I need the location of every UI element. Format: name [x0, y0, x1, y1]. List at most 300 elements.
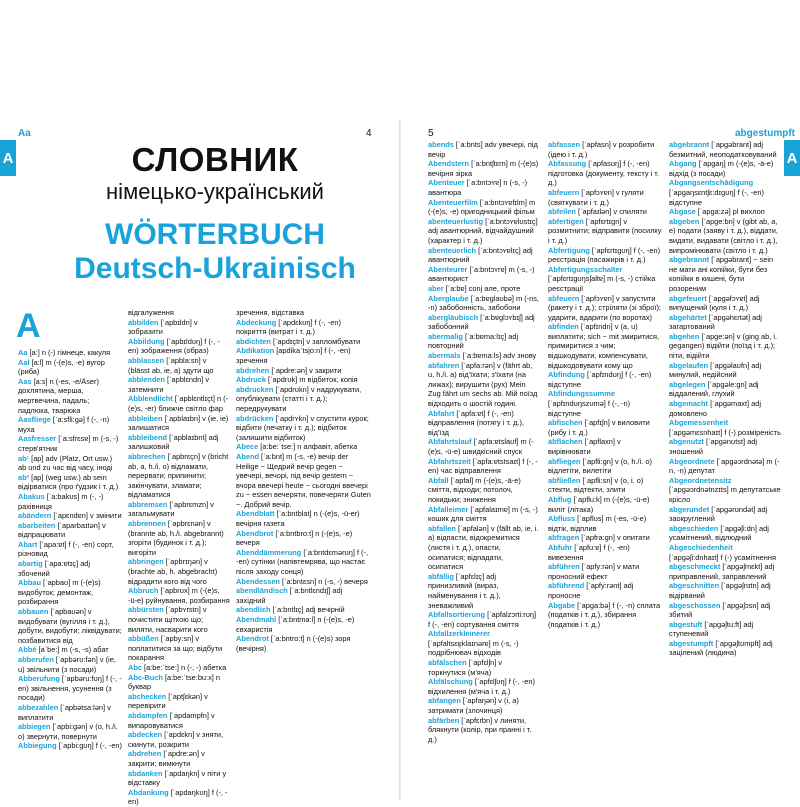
entry-headword: abermals [428, 351, 461, 361]
dictionary-entry [236, 548, 372, 577]
dictionary-entry [236, 577, 372, 587]
entry-definition: [ˈapga:bə] f (-, -n) сплата (податків і т. д.), збирання (податків і т. д.) [548, 600, 661, 629]
entry-headword: Abendrot [236, 634, 269, 644]
entry-definition: [ˈa:bnt] m (-s, -e) вечір der Heilige ~ Щедрий вечір gegen ~ увечері, вечорі, під вечір gestern ~ вчора ввечері heute ~ сьогодні ввечері zu ~ essen вечеряти, повечеряти Guten ~. Добрий вечір. [236, 451, 371, 509]
dictionary-entry [18, 377, 122, 415]
dictionary-entry [548, 265, 662, 294]
entry-headword: abfälschen [428, 658, 467, 668]
dictionary-entry [128, 692, 230, 711]
entry-headword: abdampfen [128, 710, 168, 720]
entry-headword: Abart [18, 539, 38, 549]
entry-definition: [ˈapgəmaxt] adj домовлено [669, 399, 762, 418]
entry-definition: [ˈapblaɪbnt] adj залишковий [128, 432, 219, 452]
dictionary-entry [428, 178, 540, 197]
entry-headword: ab¹ [18, 453, 30, 463]
entry-column-2 [128, 308, 230, 807]
entry-headword: abbilden [128, 317, 159, 327]
entry-definition: [ˈapbərʊ:fən] v (ie, u) звільнити (з посади) [18, 655, 116, 674]
entry-definition: [ˈapgaŋsɛntʃɛ:dɪgʊŋ] f (-, -en) відступне [669, 187, 764, 207]
dictionary-entry [128, 605, 230, 634]
entry-definition: [ˈapfɪndʊŋszʊmə] f (-, -n) відступне [548, 399, 631, 418]
dictionary-entry [128, 337, 230, 356]
entry-definition: [ap] adv (Platz, Ort usw.) ab und zu час від часу, іноді [18, 453, 113, 473]
thumb-index-letter: A [2, 149, 14, 167]
dictionary-entry [669, 562, 783, 581]
dictionary-entry [669, 457, 783, 476]
entry-definition: [a:l] m (-(e)s, -e) вугор (риба) [18, 357, 105, 377]
entry-headword: Abflug [548, 494, 572, 504]
dictionary-entry [669, 581, 783, 600]
entry-definition: [ˈapbla:sn] v (blässt ab, ie, a) здути що [128, 355, 214, 375]
entry-headword: abbüßen [128, 634, 159, 644]
dictionary-entry [669, 207, 783, 217]
entry-headword: Aas [18, 376, 32, 386]
entry-definition: [ˈapfɛlʃn] v торкнутися (м'яча) [428, 658, 503, 677]
entry-headword: abenteuerlich [428, 245, 477, 255]
entry-definition: [ˈa:bɐma:lɪç] adj повторний [428, 331, 519, 351]
entry-definition: [ˈapgəʃtʊmpft] adj зацілений (людина) [669, 638, 773, 658]
entry-definition: [ˈa:bntro:t] n (-(e)s) зоря (вечірня) [236, 634, 351, 653]
dictionary-entry [428, 505, 540, 524]
book-gutter [399, 120, 401, 800]
entry-definition: [ˈapflaxn] v вирівнювати [548, 437, 621, 456]
entry-headword: Abfassung [548, 159, 587, 169]
entry-headword: abfärben [428, 715, 460, 725]
entry-headword: abdanken [128, 768, 163, 778]
dictionary-entry [18, 655, 122, 674]
running-head-left-word: Aa [18, 128, 31, 139]
entry-definition: [apdikaˈtsi̯o:n] f (-, -en) зречення [236, 346, 351, 365]
entry-definition: [ˈapfɔʏɐn] v запустити (ракету і т. д.); стріляти (зі зброї); ударити, вдарити (по воротах) [548, 293, 661, 322]
dictionary-entry [428, 265, 540, 284]
entry-definition: [ˈa:sfli:gə] f (-, -n) муха [18, 415, 110, 434]
entry-headword: Abbildung [128, 336, 165, 346]
entry-definition: [ˈapfu:ɐ] f (-, -en) вивезення [548, 542, 630, 562]
dictionary-entry [669, 255, 783, 293]
entry-definition: [ˈa:bntɔʏɐlʊstɪç] adj авантюрний, відчайдушний (характер і т. д.) [428, 216, 538, 245]
entry-headword: abfinden [548, 322, 579, 332]
entry-headword: abgestuft [669, 619, 703, 629]
entry-definition: [ˈapbəru:fʊŋ] f (-, -en) звільнення, усунення (з посади) [18, 674, 122, 703]
entry-headword: abfragen [548, 533, 580, 543]
entry-headword: abgehen [669, 331, 700, 341]
entry-headword: abendlich [236, 605, 271, 615]
entry-definition: [ˈapfɛrtɪgʊŋsʃaltɐ] m (-s, -) стійка реєстрації [548, 274, 656, 293]
dictionary-entry [548, 322, 662, 370]
entry-headword: abgestumpft [669, 638, 714, 648]
entry-definition: [ˈapbrɛnən] v (brannte ab, h./i. abgebrannt) згоріти (будинок і т. д.); вигоріти [128, 519, 224, 557]
entry-headword: abdrehen [236, 365, 270, 375]
entry-definition: [ˈapfalaɪmɐ] m (-s, -) кошик для сміття [428, 504, 538, 524]
dictionary-entry [18, 741, 122, 751]
dictionary-entry [18, 722, 122, 741]
entry-headword: abblenden [128, 375, 165, 385]
dictionary-entry [548, 562, 662, 581]
entry-definition: [ˈapfɪʃn] v виловити (рибу і т. д.) [548, 418, 650, 437]
dictionary-entry [428, 437, 540, 456]
entry-headword: ab² [18, 472, 30, 482]
entry-definition: [a:be:ˈtse:] n алфавіт, абетка [258, 442, 358, 452]
dictionary-entry [669, 601, 783, 620]
entry-definition: [ˈa:bntdɛmərʊŋ] f (-, -en) сутінки (напівтемрява, що настає після заходу сонця) [236, 547, 369, 577]
dictionary-entry [669, 178, 783, 207]
entry-headword: Aberglaube [428, 293, 469, 303]
entry-headword: abblassen [128, 355, 165, 365]
entry-headword: abflachen [548, 437, 583, 447]
entry-headword: abfließen [548, 475, 581, 485]
entry-headword: abfeuern [548, 293, 580, 303]
entry-definition: [ˈapgəlaʊfn] adj минулий, недійсний [669, 360, 762, 380]
entry-definition: [ˈapa:ɐtɪç] adj збочений [18, 559, 91, 578]
entry-definition: [ˈapbaʊ] m (-(e)s) видобуток; демонтаж, розбирання [18, 578, 101, 607]
dictionary-entry [428, 294, 540, 313]
entry-definition: [ˈa:bntbro:t] n (-(e)s, -e) вечеря [236, 528, 353, 548]
entry-headword: abgelegen [669, 379, 706, 389]
dictionary-entry [18, 348, 122, 358]
entry-definition: [ˈapbətsa:lən] v виплатити [18, 702, 111, 722]
page-number-right: 5 [428, 128, 434, 139]
dictionary-entry [18, 578, 122, 607]
entry-definition: [ˈapa:ɐt] f (-, -en) сорт, різновид [18, 539, 114, 559]
entry-definition: [ˈa:bɐ] conj але, проте [443, 283, 521, 293]
dictionary-entry [428, 159, 540, 178]
entry-definition: [ˈapfli:gn] v (o, h./i. o) відлетіти, вилетіти [548, 456, 652, 476]
dictionary-entry [669, 361, 783, 380]
entry-headword: abdrücken [236, 413, 274, 423]
entry-definition: [ˈa:bntɛsn] n (-s, -) вечеря [279, 576, 368, 586]
dictionary-entry [669, 159, 783, 178]
entry-definition: [ˈapfɪndʊŋ] f (-, -en) відступне [548, 370, 652, 389]
entry-definition: [ˈapgəbrant] ~ sein не мати ані копійки, бути без копійки в кишені, бути розореним [669, 255, 774, 293]
dictionary-entry [669, 332, 783, 361]
dictionary-entry [428, 361, 540, 409]
entry-definition: [ˈapbʏrstn] v почистити щіткою що; виляти, насварити кого [128, 605, 208, 634]
entry-definition: [ˈapfy:rənt] adj проносне [548, 581, 634, 600]
entry-headword: Abendblatt [236, 509, 275, 519]
running-head-right-word: abgestumpft [735, 128, 795, 139]
dictionary-entry [428, 246, 540, 265]
dictionary-entry [669, 505, 783, 524]
dictionary-entry [18, 358, 122, 377]
entry-definition: [ˈapgənʊtst] adj зношений [669, 437, 757, 456]
entry-headword: abführen [548, 562, 580, 572]
dictionary-entry [548, 370, 662, 389]
entry-definition: [ˈapbɪldʊŋ] f (-, -en) зображення (образ) [128, 336, 220, 356]
dictionary-entry [236, 442, 372, 452]
dictionary-entry [128, 500, 230, 519]
entry-definition: [ap] (weg usw.) ab sein відірватися (про ґудзик і т. д.) [18, 472, 119, 492]
entry-headword: Abc [128, 662, 142, 672]
entry-definition: [ˈapdampfn] v випаровуватися [128, 710, 215, 730]
entry-definition: [ˈapflʊs] m (-es, -ü-e) відтік, відплив [548, 514, 647, 533]
dictionary-entry [669, 313, 783, 332]
entry-definition: [a:be:ˈtse:] n (-, -) абетка [141, 662, 227, 672]
dictionary-entry [548, 246, 662, 265]
dictionary-entry [548, 140, 662, 159]
dictionary-entry [18, 674, 122, 703]
dictionary-entry [128, 673, 230, 692]
dictionary-entry [236, 452, 372, 510]
dictionary-entry [669, 476, 783, 505]
entry-definition: [ˈapdɛkn] v зняти, скинути, розкрити [128, 730, 224, 749]
entry-headword: Abfahrtslauf [428, 437, 472, 447]
dictionary-entry [128, 433, 230, 452]
entry-definition: [ˈapfalən] v (fällt ab, ie, i. a) відпасти, відокремитися (листя і т. д.), опасти, осипатися; відпадати, осипатися [428, 523, 539, 572]
dictionary-entry [548, 217, 662, 246]
dictionary-entry [18, 540, 122, 559]
section-letter: A [16, 307, 41, 345]
dictionary-entry [428, 457, 540, 476]
entry-headword: abfertigen [548, 216, 584, 226]
entry-column-4 [428, 140, 540, 780]
entry-headword: abermalig [428, 331, 463, 341]
dictionary-entry [18, 473, 122, 492]
entry-definition: [ˈa:bntɔʏrɐ] m (-s, -) авантюрист [428, 264, 535, 284]
dictionary-entry [548, 543, 662, 562]
title-line-german: WÖRTERBUCH [105, 218, 325, 251]
dictionary-entry [18, 415, 122, 434]
entry-headword: Aa [18, 348, 28, 357]
entry-definition: [ˈa:bntlɪç] adj вечірній [270, 605, 345, 615]
dictionary-entry [428, 610, 540, 629]
entry-definition: [ˈa:bntlɛndɪʃ] adj західний [236, 586, 343, 605]
entry-definition: [ˈapɛndɐn] v змінити [51, 511, 122, 521]
entry-definition: [ˈa:sfrɛsɐ] m (-s, -) стерв'ятник [18, 434, 119, 453]
entry-definition: [ˈapfaɪlən] v спиляти [575, 207, 647, 217]
dictionary-entry [548, 601, 662, 630]
entry-headword: Aal [18, 357, 30, 367]
entry-definition: [ˈapfa:ɐtstsaɪt] f (-, -en) час відправлення [428, 456, 538, 476]
entry-headword: Abgase [669, 207, 696, 217]
entry-headword: abbrechen [128, 451, 166, 461]
entry-definition: [ˈapfɛlʃʊŋ] f (-, -en) відхилення (м'яча і т. д.) [428, 677, 535, 696]
entry-headword: Abdeckung [236, 317, 277, 327]
entry-headword: abgehärtet [669, 312, 707, 322]
entry-definition: [ˈapgəle:gn] adj віддалений, глухий [669, 379, 759, 399]
dictionary-entry [428, 409, 540, 438]
entry-definition: [ˈapbaʊən] v видобувати (вугілля і т. д.), добути, видобути; ліквідувати; позбавитися від [18, 607, 122, 645]
entry-definition: [ˈapfɛrbn] v линяти, блякнути (колір, при пранні і т. д.) [428, 715, 532, 744]
entry-definition: [ˈapdɛkʊŋ] f (-, -en) покриття (витрат і т. д.) [236, 317, 341, 337]
dictionary-entry [128, 788, 230, 807]
entry-definition: зречення, відставка [236, 308, 305, 317]
dictionary-entry [548, 159, 662, 188]
entry-definition: [ˈa:bnts] adv увечері, під вечір [428, 140, 538, 159]
entry-definition: [ˈapgəʃi:dnhaɪt] f (-) усамітнення [669, 552, 776, 562]
entry-headword: abfliegen [548, 456, 581, 466]
entry-definition: [ˈapbrɪŋən] v (brachte ab, h. abgebracht) відрадити кого від чого [128, 557, 218, 586]
dictionary-entry [18, 521, 122, 540]
entry-definition: [ˈapfa:rən] v (fährt ab, u, h./i. a) від'їхати; з'їхати (на лижах); вирушити (рух) Mein Zug fährt um sechs ab. Мій поїзд відходить о шостій годині. [428, 360, 538, 409]
dictionary-entry [669, 620, 783, 639]
entry-headword: Abgang [669, 159, 697, 169]
dictionary-entry [236, 318, 372, 337]
entry-headword: abbrennen [128, 519, 166, 529]
entry-headword: Abfertigung [548, 245, 590, 255]
dictionary-entry [428, 351, 540, 361]
entry-headword: abgerundet [669, 504, 710, 514]
dictionary-entry [18, 492, 122, 511]
entry-headword: Abgemessenheit [669, 418, 729, 428]
entry-definition: [ˈapby:sn] v поплатитися за що; відбути покарання [128, 634, 223, 663]
dictionary-entry [669, 437, 783, 456]
entry-headword: Abenteuer [428, 178, 465, 188]
entry-definition: [ˈapfa:ɐt] f (-, -en) відправлення (потягу і т. д.), від'їзд [428, 408, 524, 437]
entry-headword: abfeilen [548, 207, 576, 217]
entry-column-1 [18, 348, 122, 780]
dictionary-entry [128, 634, 230, 663]
entry-definition: [ˈapdaŋkʊŋ] f (-, -en) [128, 787, 228, 807]
dictionary-entry [669, 399, 783, 418]
entry-definition: [ˈapdrʏkn] v спустити курок; відбити (печатку і т. д.); відбиток (залишити відбиток) [236, 413, 369, 442]
dictionary-entry [669, 380, 783, 399]
dictionary-entry [128, 586, 230, 605]
dictionary-entry [236, 529, 372, 548]
entry-headword: Abberufung [18, 674, 60, 684]
entry-headword: Abdruck [236, 375, 266, 385]
dictionary-entry [548, 514, 662, 533]
thumb-index-tab-right [784, 140, 800, 176]
entry-definition: [ˈapgərʊndət] adj заокруглений [669, 504, 768, 524]
thumb-index-letter: A [786, 149, 798, 167]
entry-definition: [ˈapfy:rən] v мати проносний ефект [548, 562, 640, 581]
dictionary-entry [18, 511, 122, 521]
dictionary-entry [428, 524, 540, 572]
dictionary-entry [428, 217, 540, 246]
entry-definition: [ˈapga:zə] pl вихлоп [695, 207, 765, 217]
entry-definition: [a:] n (-) гімнеце, какуля [27, 348, 111, 357]
entry-definition: [ˈapfasn] v розробити (ідею і т. д.) [548, 140, 655, 159]
entry-headword: abgelaufen [669, 360, 709, 370]
entry-headword: abdecken [128, 730, 163, 740]
entry-definition: [ˈapfra:gn] v опитати [579, 533, 650, 543]
entry-definition: [ˈapbrɛmzn] v загальмувати [128, 499, 214, 519]
dictionary-entry [128, 730, 230, 749]
entry-definition: [ˈapfaŋən] v (i, a) затримати (злочинця) [428, 696, 519, 716]
entry-headword: abenteuerlustig [428, 216, 484, 226]
entry-headword: abgefeuert [669, 293, 707, 303]
entry-headword: abgeschossen [669, 600, 721, 610]
dictionary-entry [128, 394, 230, 413]
dictionary-entry [128, 414, 230, 433]
dictionary-entry [428, 629, 540, 658]
dictionary-entry [236, 615, 372, 634]
entry-definition: [aˈbe:] m (-s, -s) абат [36, 645, 109, 655]
entry-column-6 [669, 140, 783, 780]
entry-headword: aber [428, 283, 444, 293]
entry-headword: Abakus [18, 491, 45, 501]
entry-definition: [ˈapfli:sn] v (o, i. o) стекти, відтекти, злити [548, 475, 644, 495]
entry-definition: [ˈapfalzɔrti:rʊŋ] f (-, -en) сортування сміття [428, 610, 537, 629]
dictionary-entry [548, 495, 662, 514]
entry-column-3 [236, 308, 372, 780]
entry-headword: Abendbrot [236, 528, 274, 538]
entry-definition: [a:be:ˈtse:bu:x] n буквар [128, 672, 221, 692]
entry-definition: [ˈa:bntʃtɛrn] m (-(e)s) вечірня зірка [428, 159, 539, 178]
entry-definition: [ˈapgəfɔʏɐt] adj випущений (куля і т. д.) [669, 293, 760, 313]
entry-definition: [ˈapdrʊkn] v надрукувати, опублікувати (статті і т. д.); передрукувати [236, 384, 362, 413]
entry-headword: Abfahrt [428, 408, 455, 418]
dictionary-entry [128, 711, 230, 730]
dictionary-entry [236, 385, 372, 414]
entry-headword: Abdikation [236, 346, 275, 356]
entry-headword: abbürsten [128, 605, 164, 615]
dictionary-entry [18, 434, 122, 453]
entry-definition: [ˈaparbaɪtən] v відпрацювати [18, 520, 106, 540]
entry-headword: abendländisch [236, 586, 288, 596]
dictionary-entry [428, 284, 540, 294]
entry-definition: [ˈa:bntɔʏɐlɪç] adj авантюрний [428, 245, 533, 265]
entry-definition: [ˈapgəhɛrtət] adj загартований [669, 312, 762, 332]
entry-headword: Abendstern [428, 159, 470, 169]
entry-headword: Abfuhr [548, 542, 573, 552]
entry-definition: [ˈapbrʊx] m (-(e)s, -ü-e) руйнування, розбирання [128, 586, 230, 605]
dictionary-entry [548, 207, 662, 217]
dictionary-entry [548, 533, 662, 543]
entry-headword: abends [428, 140, 454, 149]
entry-definition: [ˈapgəʃtu:ft] adj ступеневий [669, 619, 754, 639]
entry-definition: відгалуження [128, 308, 174, 317]
dictionary-entry [18, 607, 122, 645]
dictionary-entry [669, 543, 783, 562]
dictionary-entry [548, 389, 662, 418]
entry-headword: Abendessen [236, 576, 280, 586]
entry-definition: [ˈapgəʃi:dn] adj усамітнений, відлюдний [669, 523, 769, 543]
entry-headword: Abend [236, 451, 259, 461]
dictionary-entry [236, 414, 372, 443]
dictionary-entry [548, 437, 662, 456]
entry-headword: Abfallzerkleinerer [428, 629, 491, 639]
dictionary-entry [128, 356, 230, 375]
entry-definition: [ˈapfɛrtɪgʊŋ] f (-, -en) реєстрація (пасажирів і т. д.) [548, 245, 661, 265]
entry-headword: abdrucken [236, 384, 274, 394]
entry-definition: [ˈapfɛrtɪgn] v розмитнити; відправити (посилку і т. д.) [548, 216, 662, 245]
dictionary-entry [428, 332, 540, 351]
dictionary-entry [669, 217, 783, 255]
entry-headword: abgenutzt [669, 437, 704, 447]
entry-headword: abdichten [236, 336, 271, 346]
entry-definition: [ˈa:bntma:l] n (-(e)s, -e) євхаристія [236, 615, 355, 634]
entry-headword: abdrehen [128, 749, 162, 759]
thumb-index-tab-left [0, 140, 16, 176]
dictionary-entry [548, 581, 662, 600]
entry-definition: [ˈa:bntblat] n (-(e)s, -ü-er) вечірня газета [236, 509, 360, 529]
entry-definition: [ˈapgəmɛsnhaɪt] f (-) розміреність [669, 427, 781, 437]
entry-headword: abfällig [428, 571, 454, 581]
entry-definition: [ˈapflu:k] m (-(e)s, -ü-e) виліт (літака) [548, 494, 650, 514]
entry-headword: Abfluss [548, 514, 576, 524]
dictionary-entry [548, 188, 662, 207]
entry-definition: [ˈapdre:ən] v закрити; вимкнути [128, 749, 205, 768]
entry-definition: [ˈapdre:ən] v закрити [269, 365, 342, 375]
dictionary-entry [128, 318, 230, 337]
entry-definition: [ˈa:bntɔʏɐfɪlm] m (-(e)s, -e) пригодницький фільм [428, 197, 536, 217]
dictionary-entry [236, 337, 372, 347]
entry-headword: Abenteurer [428, 264, 468, 274]
entry-definition: [ˈapfa:ɐtslaʊf] m (-(e)s, -ü-e) швидкісний спуск [428, 437, 534, 456]
dictionary-entry [236, 366, 372, 376]
entry-headword: Abfindungssumme [548, 389, 615, 399]
subtitle-line-ukrainian: німецько-український [106, 179, 324, 204]
entry-headword: Abgeordnete [669, 456, 715, 466]
entry-headword: Abfallsortierung [428, 610, 486, 620]
entry-headword: abfahren [428, 360, 460, 370]
entry-headword: abfeuern [548, 187, 580, 197]
entry-definition: [ˈa:bɐglɔʏbɪʃ] adj забобонний [428, 312, 535, 332]
entry-headword: Abfertigungsschalter [548, 264, 623, 274]
entry-headword: abgemacht [669, 399, 709, 409]
dictionary-entry [428, 658, 540, 677]
